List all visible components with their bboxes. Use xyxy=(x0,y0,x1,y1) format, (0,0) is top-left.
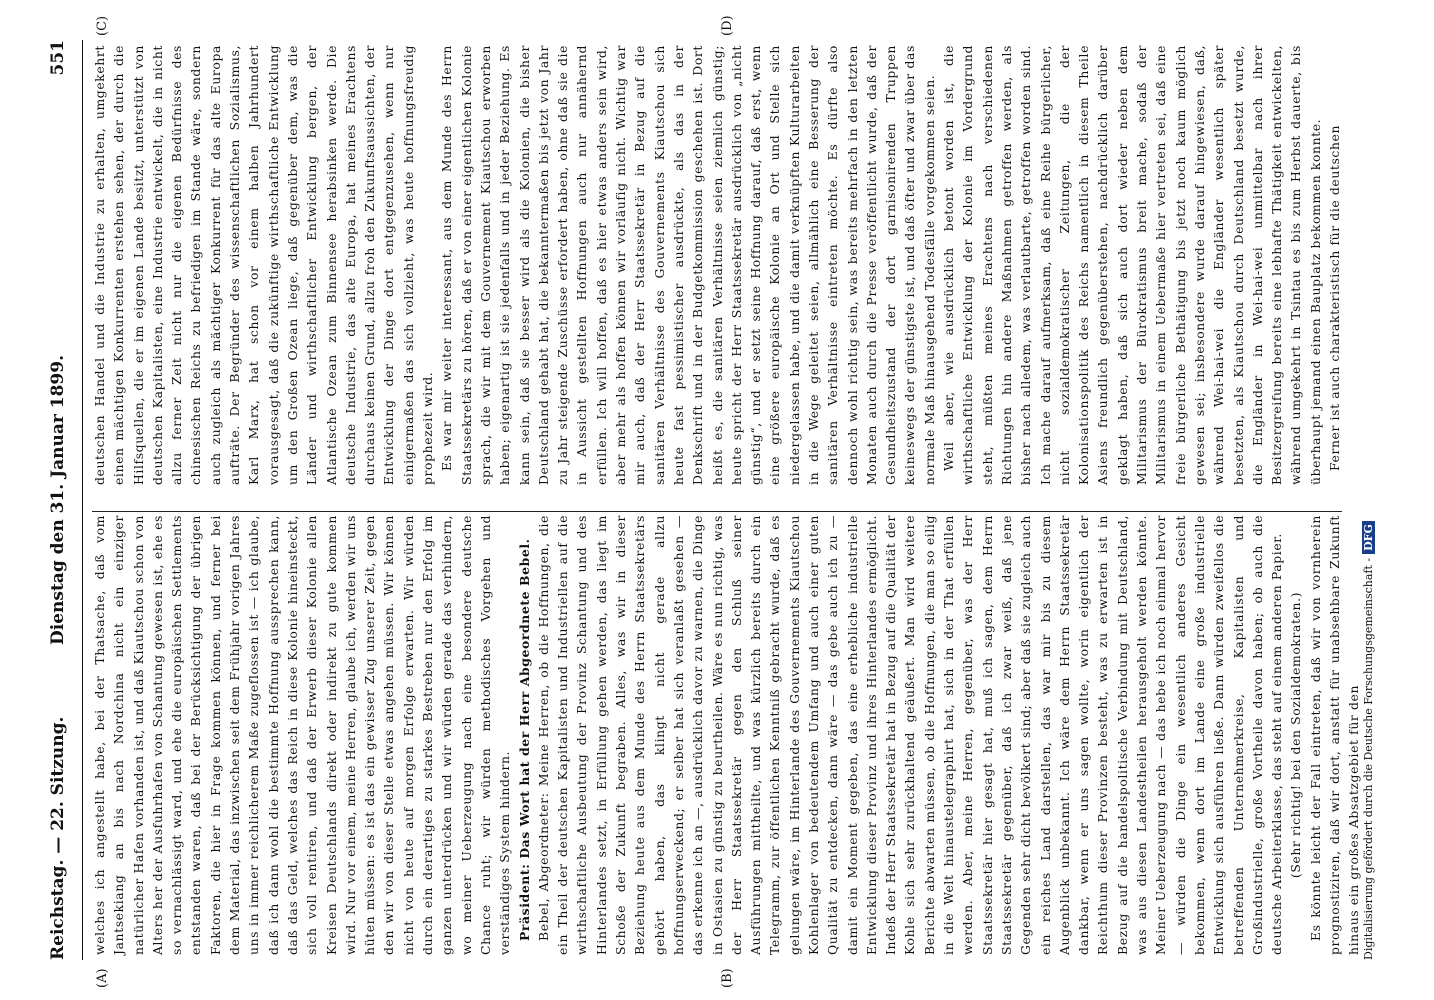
header-session-title: Reichstag. — 22. Sitzung. xyxy=(48,716,68,960)
margin-mark-c: (C) xyxy=(95,15,110,36)
margin-mark-b: (B) xyxy=(720,968,735,988)
header-date: Dienstag den 31. Januar 1899. xyxy=(48,355,68,645)
interjection: (Sehr richtig! bei den Sozialdemokraten.) xyxy=(1288,591,1304,879)
header-rule xyxy=(82,40,83,960)
page-number: 551 xyxy=(48,40,68,76)
credit-text: Digitalisierung gefördert durch die Deutsche Forschungsgemeinschaft - xyxy=(1362,557,1375,960)
dfg-logo: DFG xyxy=(1362,521,1375,554)
digitization-credit xyxy=(1362,40,1375,960)
paragraph: Es war mir weiter interessant, aus dem Munde des Herrn Staatssekretärs zu hören, daß er von einer eigentlichen Kolonie sprach, die wir mit dem Gouvernement Kiautschou erworben haben; eigenartig ist sie jedenfalls und in jeder Beziehung. Es kann sein, daß sie besser wird als die Kolonien, die bisher Deutschland gehabt hat, die bekanntermaßen bis jetzt von Jahr zu Jahr steigende Zuschüsse erfordert haben, ohne daß sie die in Aussicht gestellten Hoffnungen auch nur annähernd erfüllen. Ich will hoffen, daß es hier etwas anders sein wird, aber mehr als hoffen können wir vorläufig nicht. Wichtig war mir auch, daß der Herr Staatssekretär in Bezug auf die sanitären Verhältnisse des Gouvernements Kiautschou sich heute fast pessimistischer ausdrückte, als das in der Denkschrift und in der Budgetkommission geschehen ist. Dort heißt es, die sanitären Verhältnisse seien ziemlich günstig; heute spricht der Herr Staatssekretär ausdrücklich von „nicht günstig“, und er setzt seine Hoffnung darauf, daß erst, wenn eine größere europäische Kolonie an Ort und Stelle sich niedergelassen habe, und die damit verknüpften Kulturarbeiten in die Wege geleitet seien, allmählich eine Besserung der sanitären Verhältnisse eintreten möchte. Es dürfte also dennoch wohl richtig sein, was bereits mehrfach in den letzten Monaten auch durch die Presse veröffentlicht wurde, daß der Gesundheitszustand der dort garnisonirenden Truppen keineswegs der günstigste ist, und daß öfter und zwar über das normale Maß hinausgehend Todesfälle vorgekommen seien. xyxy=(439,45,937,485)
paragraph: welches ich angestellt habe, bei der Thatsache, daß vom Jantsekiang an bis nach Nordchina nicht ein einziger natürlicher Hafen vorhanden ist, und daß Kiautschou schon von Alters her der Ausfuhrhafen von Schantung gewesen ist, ehe es so vernachlässigt ward, und ehe die europäischen Settlements entstanden waren, daß bei der Berücksichtigung der übrigen Faktoren, die hier in Frage kommen können, und ferner bei dem Material, das inzwischen seit dem Frühjahr vorigen Jahres uns in immer reichlicherem Maße zugeflossen ist — ich glaube, daß ich dann wohl die bestimmte Hoffnung aussprechen kann, daß das Geld, welches das Reich in diese Kolonie hineinsteckt, sich voll rentiren, und daß der Erwerb dieser Kolonie allen Kreisen Deutschlands direkt oder indirekt zu gute kommen wird. Nur vor einem, meine Herren, glaube ich, werden wir uns hüten müssen: es ist das ein gewisser Zug unserer Zeit, gegen den wir von dieser Stelle etwas angehen müssen. Wir können nicht von heute auf morgen Erfolge erwarten. Wir würden durch ein derartiges zu starkes Bestreben nur den Erfolg im ganzen unterdrücken und wir würden gerade das verhindern, wo meiner Ueberzeugung nach eine besondere deutsche Chance ruht; wir würden methodisches Vorgehen und verständiges System hindern. xyxy=(92,515,513,955)
paragraph: Ferner ist auch charakteristisch für die deutschen xyxy=(1327,124,1342,471)
right-column xyxy=(90,45,1345,485)
paragraph-president: Präsident: Das Wort hat der Herr Abgeordnete Bebel. xyxy=(516,538,532,941)
paragraph: Bebel, Abgeordneter: Meine Herren, ob die Hoffnungen, die ein Theil der deutschen Kapitalisten und Industriellen auf die wirthschaftliche Ausbeutung der Provinz Schantung und des Hinterlandes setzt, in Erfüllung gehen werden, das liegt im Schoße der Zukunft begraben. Alles, was wir in dieser Beziehung heute aus dem Munde des Herrn Staatssekretärs gehört haben, das klingt nicht gerade allzu hoffnungserweckend; er selber hat sich veranlaßt gesehen — das erkenne ich an —, ausdrücklich davor zu warnen, die Dinge in Ostasien zu günstig zu beurtheilen. Wäre es nun richtig, was der Herr Staatssekretär gegen den Schluß seiner Ausführungen mittheilte, und was kürzlich bereits durch ein Telegramm, zur öffentlichen Kenntniß gebracht wurde, daß es gelungen wäre, im Hinterlande des Gouvernements Kiautschou Kohlenlager von bedeutendem Umfang und auch einer guten Qualität zu entdecken, dann wäre — das gebe auch ich zu — damit ein Moment gegeben, das eine erhebliche industrielle Entwicklung dieser Provinz und ihres Hinterlandes ermöglicht. Indeß der Herr Staatssekretär hat in Bezug auf die Qualität der Kohle sich sehr zurückhaltend geäußert. Man wird weitere Berichte abwarten müssen, ob die Hoffnungen, die man so eilig in die Welt hinaustelegraphirt hat, sich in der That erfüllen werden. Aber, meine Herren, gegenüber, was der Herr Staatssekretär hier gesagt hat, muß ich sagen, dem Herrn Staatssekretär gegenüber, daß ich zwar weiß, daß jene Gegenden sehr dicht bevölkert sind; aber daß sie zugleich auch ein reiches Land darstellen, das war mir bis zu diesem Augenblick unbekannt. Ich wäre dem Herrn Staatssekretär dankbar, wenn er uns sagen wollte, worin eigentlich der Reichthum dieser Provinzen besteht, was zu erwarten ist in Bezug auf die handelspolitische Verbindung mit Deutschland, was aus diesen Landestheilen herausgeholt werden könnte. Meiner Ueberzeugung nach — das hebe ich noch einmal hervor — würden die Dinge ein wesentlich anderes Gesicht bekommen, wenn dort im Lande eine große industrielle Entwicklung sich ausführen ließe. Dann würden zweifellos die betreffenden Unternehmerkreise, Kapitalisten und Großindustrielle, große Vortheile davon haben; ob auch die deutsche Arbeiterklasse, das steht auf einem anderen Papier. xyxy=(535,515,1285,955)
paragraph: Weil aber, wie ausdrücklich betont worden ist, die wirthschaftliche Entwicklung der Kolonie im Vordergrund steht, müßten meines Erachtens nach verschiedenen Richtungen hin andere Maßnahmen getroffen werden, als bisher nach alledem, was verlautbarte, getroffen worden sind. Ich mache darauf aufmerksam, daß eine Reihe bürgerlicher, nicht sozialdemokratischer Zeitungen, die der Kolonisationspolitik des Reichs namentlich in diesem Theile Asiens freundlich gegenüberstehen, nachdrücklich darüber geklagt haben, daß sich auch dort wieder neben dem Militarismus der Bürokratismus breit mache, sodaß der Militarismus in einem Uebermaße hier vertreten sei, daß eine freie bürgerliche Bethätigung bis jetzt noch kaum möglich gewesen sei; insbesondere wurde darauf hingewiesen, daß, während Wei-hai-wei die Engländer wesentlich später besetzten, als Kiautschou durch Deutschland besetzt wurde, die Engländer in Wei-hai-wei unmittelbar nach ihrer Besitzergreifung bereits eine lebhafte Thätigkeit entwickelten, während umgekehrt in Tsintau es bis zum Herbst dauerte, bis überhaupt jemand einen Bauplatz bekommen konnte. xyxy=(941,45,1323,485)
paragraph: deutschen Handel und die Industrie zu erhalten, umgekehrt einen mächtigen Konkurrenten erstehen sehen, der durch die Hilfsquellen, die er im eigenen Lande besitzt, unterstützt von deutschen Kapitalisten, eine Industrie entwickelt, die in nicht allzu ferner Zeit nicht nur die eigenen Bedürfnisse des chinesischen Reichs zu befriedigen im Stande wäre, sondern auch zugleich als mächtiger Konkurrent für das alte Europa aufträte. Der Begründer des wissenschaftlichen Sozialismus, Karl Marx, hat schon vor einem halben Jahrhundert vorausgesagt, daß die zukünftige wirthschaftliche Entwicklung um den Großen Ozean liege, daß gegenüber dem, was die Länder und wirthschaftlicher Entwicklung bergen, der Atlantische Ozean zum Binnensee herabsinken werde. Die deutsche Industrie, das alte Europa, hat meines Erachtens durchaus keinen Grund, allzu froh den Zukunftsaussichten, der Entwicklung der Dinge dort entgegenzusehen, wenn nur einigermaßen das sich vollzieht, was heute hoffnungsfreudig prophezeit wird. xyxy=(92,45,436,485)
column-divider xyxy=(92,511,1342,512)
margin-mark-d: (D) xyxy=(720,15,735,36)
page-header xyxy=(48,40,74,960)
left-column xyxy=(90,515,1362,955)
paragraph: Es könnte leicht der Fall eintreten, daß wir von vornherein prognostiziren, daß wir dort, anstatt für unabsehbare Zukunft hinaus ein großes Absatzgebiet für den xyxy=(1307,515,1362,955)
margin-mark-a: (A) xyxy=(95,968,110,988)
